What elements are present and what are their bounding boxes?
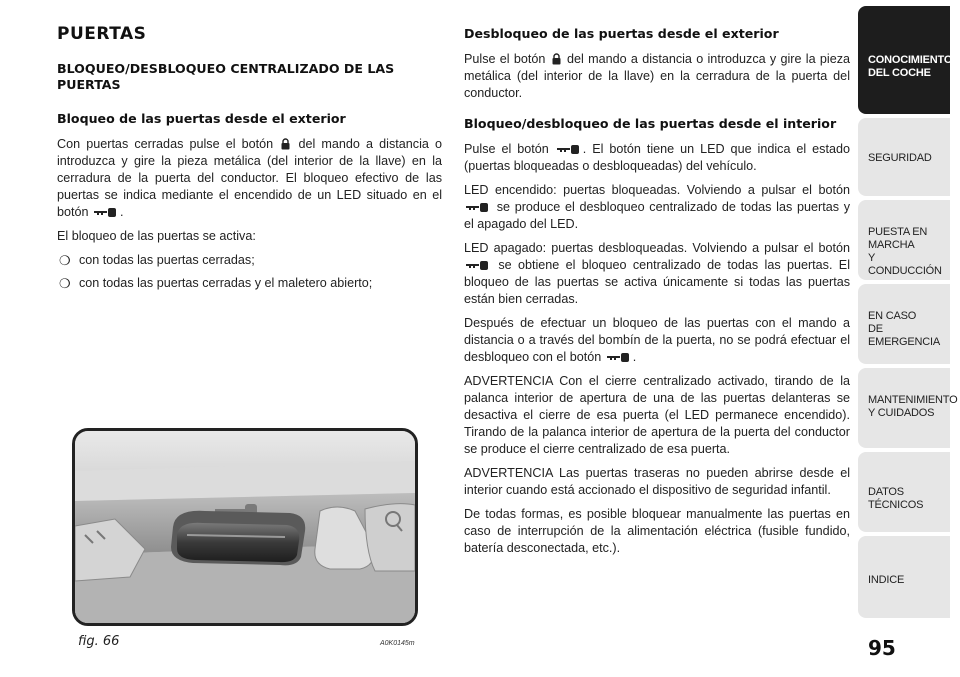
list-item: ❍ con todas las puertas cerradas; <box>59 253 255 268</box>
paragraph-warning-front: ADVERTENCIA Con el cierre centralizado activado, tirando de la palanca interior de apertura de una de las puertas delanteras se desactiva el cierre de esa puerta (el LED permanece encendido). Tirando de la palanca interior de apertura de la puerta del conductor se produce el cierre centralizado de esa puerta. <box>464 374 850 456</box>
key-icon <box>466 260 490 271</box>
tab-puesta-en-marcha[interactable]: PUESTA EN MARCHA Y CONDUCCIÓN <box>858 200 950 280</box>
left-column <box>57 26 442 298</box>
subheading-unlock-exterior: Desbloqueo de las puertas desde el exterior <box>464 26 779 41</box>
figure-code: A0K0145m <box>380 640 415 647</box>
paragraph-led-on: LED encendido: puertas bloqueadas. Volviendo a pulsar el botón se produce el desbloqueo centralizado de todas las puertas y el apagado del LED. <box>464 183 851 231</box>
paragraph-warning-rear: ADVERTENCIA Las puertas traseras no pueden abrirse desde el interior cuando está accionado el dispositivo de seguridad infantil. <box>464 466 850 497</box>
list-item: ❍ con todas las puertas cerradas y el maletero abierto; <box>59 276 373 291</box>
tab-seguridad[interactable]: SEGURIDAD <box>858 118 950 196</box>
paragraph-manual-lock: De todas formas, es posible bloquear manualmente las puertas en caso de interrupción de la alimentación eléctrica (fusible fundido, batería desconectada, etc.). <box>464 507 850 555</box>
chapter-tabs <box>858 0 960 677</box>
paragraph-lock-exterior: Con puertas cerradas pulse el botón del mando a distancia o introduzca y gire la pieza metálica (del interior de la llave) en la cerradura de la puerta del conductor. El bloqueo efectivo de las puertas se indica mediante el encendido de un LED situado en el botón . <box>57 137 443 219</box>
key-icon <box>94 207 118 218</box>
tab-indice[interactable]: INDICE <box>858 536 950 618</box>
key-icon <box>557 144 581 155</box>
activation-list <box>57 252 442 292</box>
tab-conocimiento-del-coche[interactable]: CONOCIMIENTO DEL COCHE <box>858 6 950 114</box>
paragraph-unlock-exterior: Pulse el botón del mando a distancia o introduzca y gire la pieza metálica (del interior de la llave) en la cerradura de la puerta del conductor. <box>464 52 851 100</box>
padlock-icon <box>552 53 561 65</box>
page-title: PUERTAS <box>57 24 147 44</box>
paragraph-after-lock: Después de efectuar un bloqueo de las puertas con el mando a distancia o a través del bombín de la puerta, no se podrá efectuar el desbloqueo con el botón . <box>464 316 850 364</box>
subheading-lock-interior: Bloqueo/desbloqueo de las puertas desde el interior <box>464 116 837 131</box>
tab-datos-tecnicos[interactable]: DATOS TÉCNICOS <box>858 452 950 532</box>
figure-door-handle <box>72 428 418 626</box>
figure-caption: fig. 66 <box>78 634 120 649</box>
key-icon <box>466 202 490 213</box>
door-handle-illustration <box>75 431 415 623</box>
right-column <box>464 26 850 564</box>
tab-en-caso-de-emergencia[interactable]: EN CASO DE EMERGENCIA <box>858 284 950 364</box>
paragraph-interior-button: Pulse el botón . El botón tiene un LED que indica el estado (puertas bloqueadas o desbloqueadas) del vehículo. <box>464 142 850 173</box>
tab-mantenimiento[interactable]: MANTENIMIENTO Y CUIDADOS <box>858 368 950 448</box>
padlock-icon <box>281 138 290 150</box>
section-heading: BLOQUEO/DESBLOQUEO CENTRALIZADO DE LAS PUERTAS <box>57 61 395 92</box>
key-icon <box>607 352 631 363</box>
paragraph-activation: El bloqueo de las puertas se activa: <box>57 229 256 243</box>
page-number: 95 <box>868 636 896 660</box>
paragraph-led-off: LED apagado: puertas desbloqueadas. Volviendo a pulsar el botón se obtiene el bloqueo centralizado de todas las puertas. El bloqueo de las puertas se activa únicamente si todas las puertas están bien cerradas. <box>464 241 850 306</box>
subheading-lock-exterior: Bloqueo de las puertas desde el exterior <box>57 111 346 126</box>
